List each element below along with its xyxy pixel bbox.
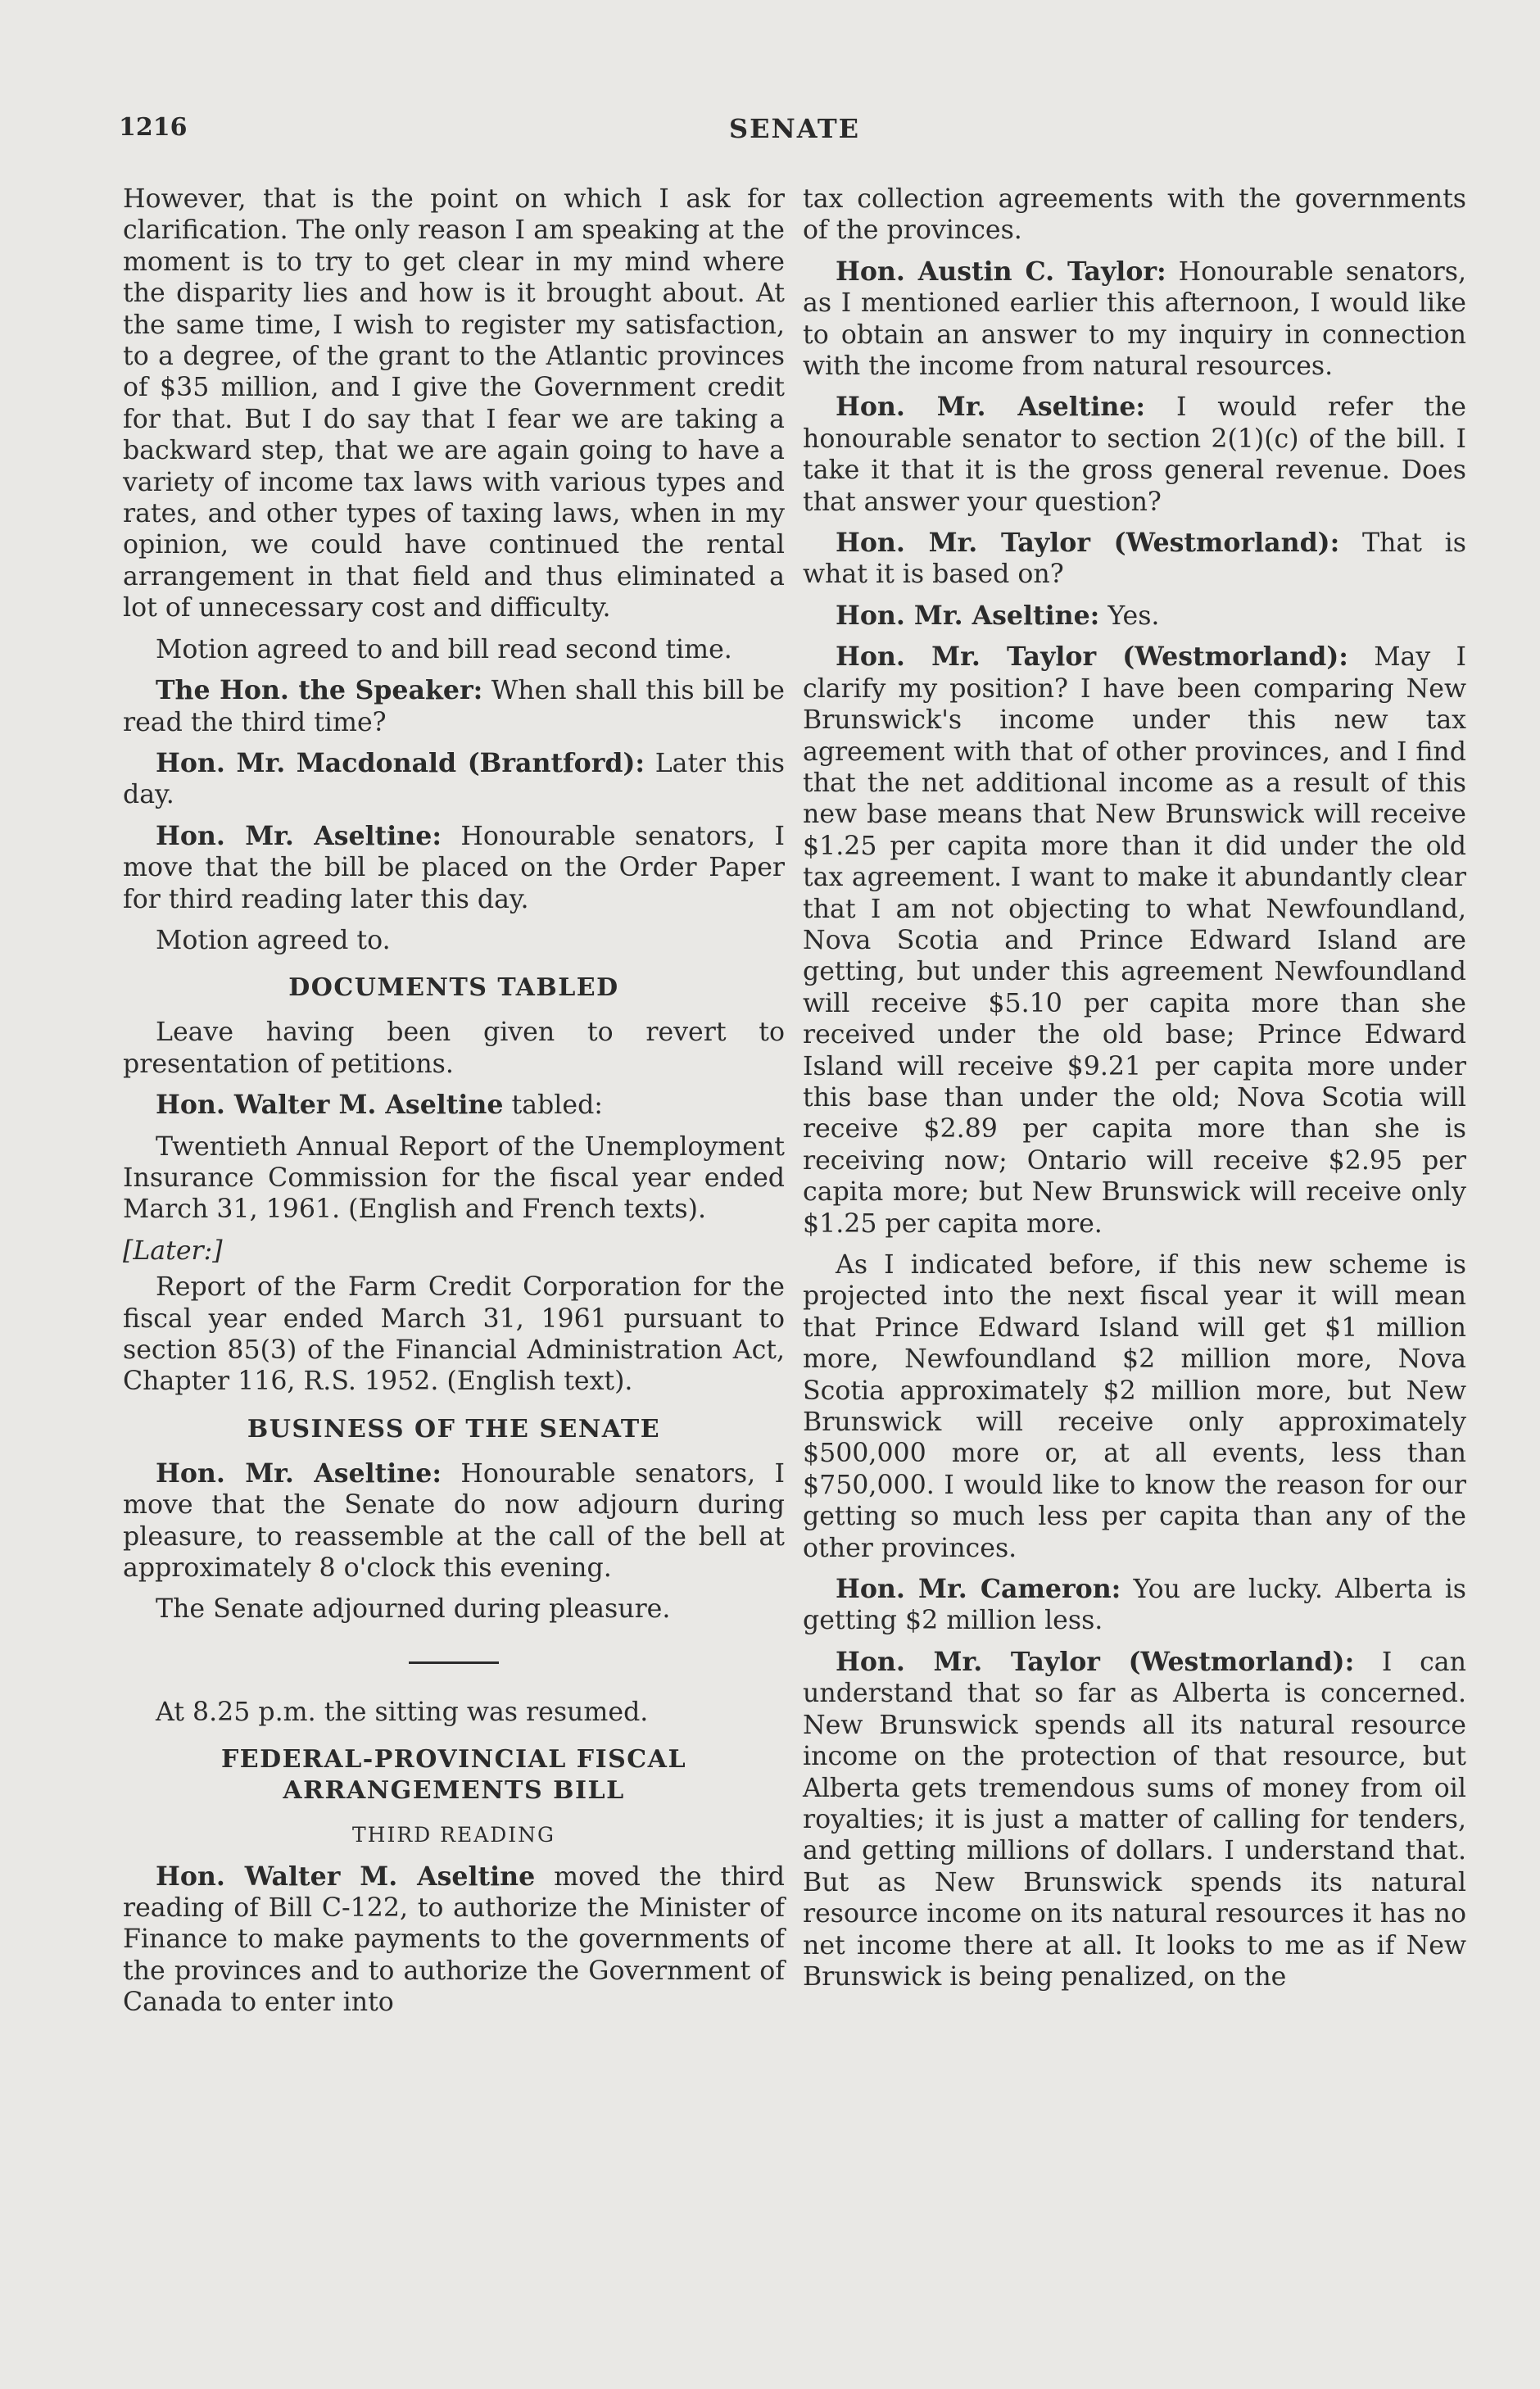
speech-text: tabled: [503,1090,603,1121]
section-divider [409,1661,499,1664]
speech-paragraph [123,1861,785,2019]
speech-text: Honourable senators, as I mentioned earlier this afternoon, I would like to obtain an answer to my inquiry in connection with the income from natural resources. [803,256,1467,382]
paragraph: However, that is the point on which I ask for clarification. The only reason I am speaking at the moment is to try to get clear in my mind where the disparity lies and how is it brought about. At the same time, I wish to register my satisfaction, to a degree, of the grant to the Atlantic provinces of $35 million, and I give the Government credit for that. But I do say that I fear we are taking a backward step, that we are again going to have a variety of income tax laws with various types and rates, and other types of taxing laws, when in my opinion, we could have continued the rental arrangement in that field and thus eliminated a lot of unnecessary cost and difficulty. [123,184,785,623]
paragraph: Report of the Farm Credit Corporation for the fiscal year ended March 31, 1961 pursuant to section 85(3) of the Financial Administration Act, Chapter 116, R.S. 1952. (English text). [123,1272,785,1397]
speech-text: Honourable senators, I move that the bill be placed on the Order Paper for third reading later this day. [123,821,785,914]
section-heading-business-of-the-senate: BUSINESS OF THE SENATE [247,1414,661,1444]
speech-paragraph [803,392,1466,518]
speaker-name: Hon. Walter M. Aseltine [156,1090,504,1121]
speaker-name: Hon. Mr. Macdonald (Brantford): [156,747,645,778]
speech-paragraph [123,821,785,915]
paragraph: Twentieth Annual Report of the Unemployment Insurance Commission for the fiscal year ended March 31, 1961. (English and French texts). [123,1131,785,1225]
speech-paragraph [123,675,785,738]
later-marker: [Later:] [123,1235,223,1266]
speaker-name: Hon. Mr. Aseltine: [836,600,1100,631]
speaker-name: Hon. Mr. Taylor (Westmorland): [836,528,1340,559]
speaker-name: Hon. Mr. Cameron: [836,1574,1121,1605]
speaker-name: Hon. Mr. Taylor (Westmorland): [836,1646,1355,1677]
paragraph: Motion agreed to. [156,925,391,955]
speaker-name: Hon. Mr. Taylor (Westmorland): [836,641,1348,673]
paragraph: At 8.25 p.m. the sitting was resumed. [156,1697,649,1727]
speaker-name: Hon. Mr. Aseltine: [156,1457,442,1489]
speech-text: Later this day. [123,748,785,810]
speech-text: You are lucky. Alberta is getting $2 million less. [803,1575,1467,1636]
speech-paragraph [123,1458,785,1584]
speech-text: I would refer the honourable senator to section 2(1)(c) of the bill. I take it that it is the gross general revenue. Does that answer your question? [803,392,1466,517]
speech-paragraph [803,528,1466,591]
speech-text: When shall this bill be read the third time? [123,676,785,737]
running-head: SENATE [729,113,861,144]
page-number: 1216 [119,113,188,142]
speech-paragraph [123,1090,785,1121]
speech-paragraph [803,1647,1466,1992]
speech-paragraph [803,256,1466,383]
speech-text: I can understand that so far as Alberta is concerned. New Brunswick spends all its natural resource income on the protection of that resource, but Alberta gets tremendous sums of money from oil royalties; it is just a matter of calling for tenders, and getting millions of dollars. I understand that. But as New Brunswick spends its natural resource income on its natural resources it has no net income there at all. It looks to me as if New Brunswick is being penalized, on the [803,1647,1466,1992]
paragraph: tax collection agreements with the governments of the provinces. [803,184,1466,246]
paragraph: Motion agreed to and bill read second time. [156,634,732,664]
speaker-name: Hon. Austin C. Taylor: [836,256,1166,287]
speech-text: That is what it is based on? [803,528,1466,590]
section-heading-documents-tabled: DOCUMENTS TABLED [288,973,619,1003]
paragraph: As I indicated before, if this new scheme is projected into the next fiscal year it will mean that Prince Edward Island will get $1 million more, Newfoundland $2 million more, Nova Scotia approximately $2 million more, but New Brunswick will receive only approximately $500,000 more or, at all events, less than $750,000. I would like to know the reason for our getting so much less per capita than any of the other provinces. [803,1250,1466,1563]
paragraph: Leave having been given to revert to presentation of petitions. [123,1018,785,1079]
left-column [123,184,785,2029]
speaker-name: Hon. Mr. Aseltine: [836,392,1146,423]
speech-paragraph [803,641,1466,1240]
speech-text: moved the third reading of Bill C-122, to authorize the Minister of Finance to make payments to the governments of the provinces and to authorize the Government of Canada to enter into [123,1861,785,2018]
page-header [0,113,1540,162]
paragraph: The Senate adjourned during pleasure. [156,1594,671,1625]
speaker-name: Hon. Walter M. Aseltine [156,1861,536,1892]
section-heading-federal-provincial-bill: FEDERAL-PROVINCIAL FISCAL ARRANGEMENTS BILL [220,1745,687,1806]
speech-text: May I clarify my position? I have been comparing New Brunswick's income under this new tax agreement with that of other provinces, and I find that the net additional income as a result of this new base means that New Brunswick will receive $1.25 per capita more than it did under the old tax agreement. I want to make it abundantly clear that I am not objecting to what Newfoundland, Nova Scotia and Prince Edward Island are getting, but under this agreement Newfoundland will receive $5.10 per capita more than she received under the old base; Prince Edward Island will receive $9.21 per capita more under this base than under the old; Nova Scotia will receive $2.89 per capita more than she is receiving now; Ontario will receive $2.95 per capita more; but New Brunswick will receive only $1.25 per capita more. [803,642,1466,1239]
speaker-name: Hon. Mr. Aseltine: [156,820,442,851]
speech-paragraph [803,601,1466,632]
speaker-name: The Hon. the Speaker: [156,675,483,706]
speech-paragraph [803,1574,1466,1637]
speech-paragraph [123,748,785,811]
right-column [803,184,1466,2002]
subheading-third-reading: THIRD READING [351,1823,556,1847]
speech-text: Yes. [1099,601,1160,631]
speech-text: Honourable senators, I move that the Senate do now adjourn during pleasure, to reassemble at the call of the bell at approximately 8 o'clock this evening. [123,1458,785,1584]
